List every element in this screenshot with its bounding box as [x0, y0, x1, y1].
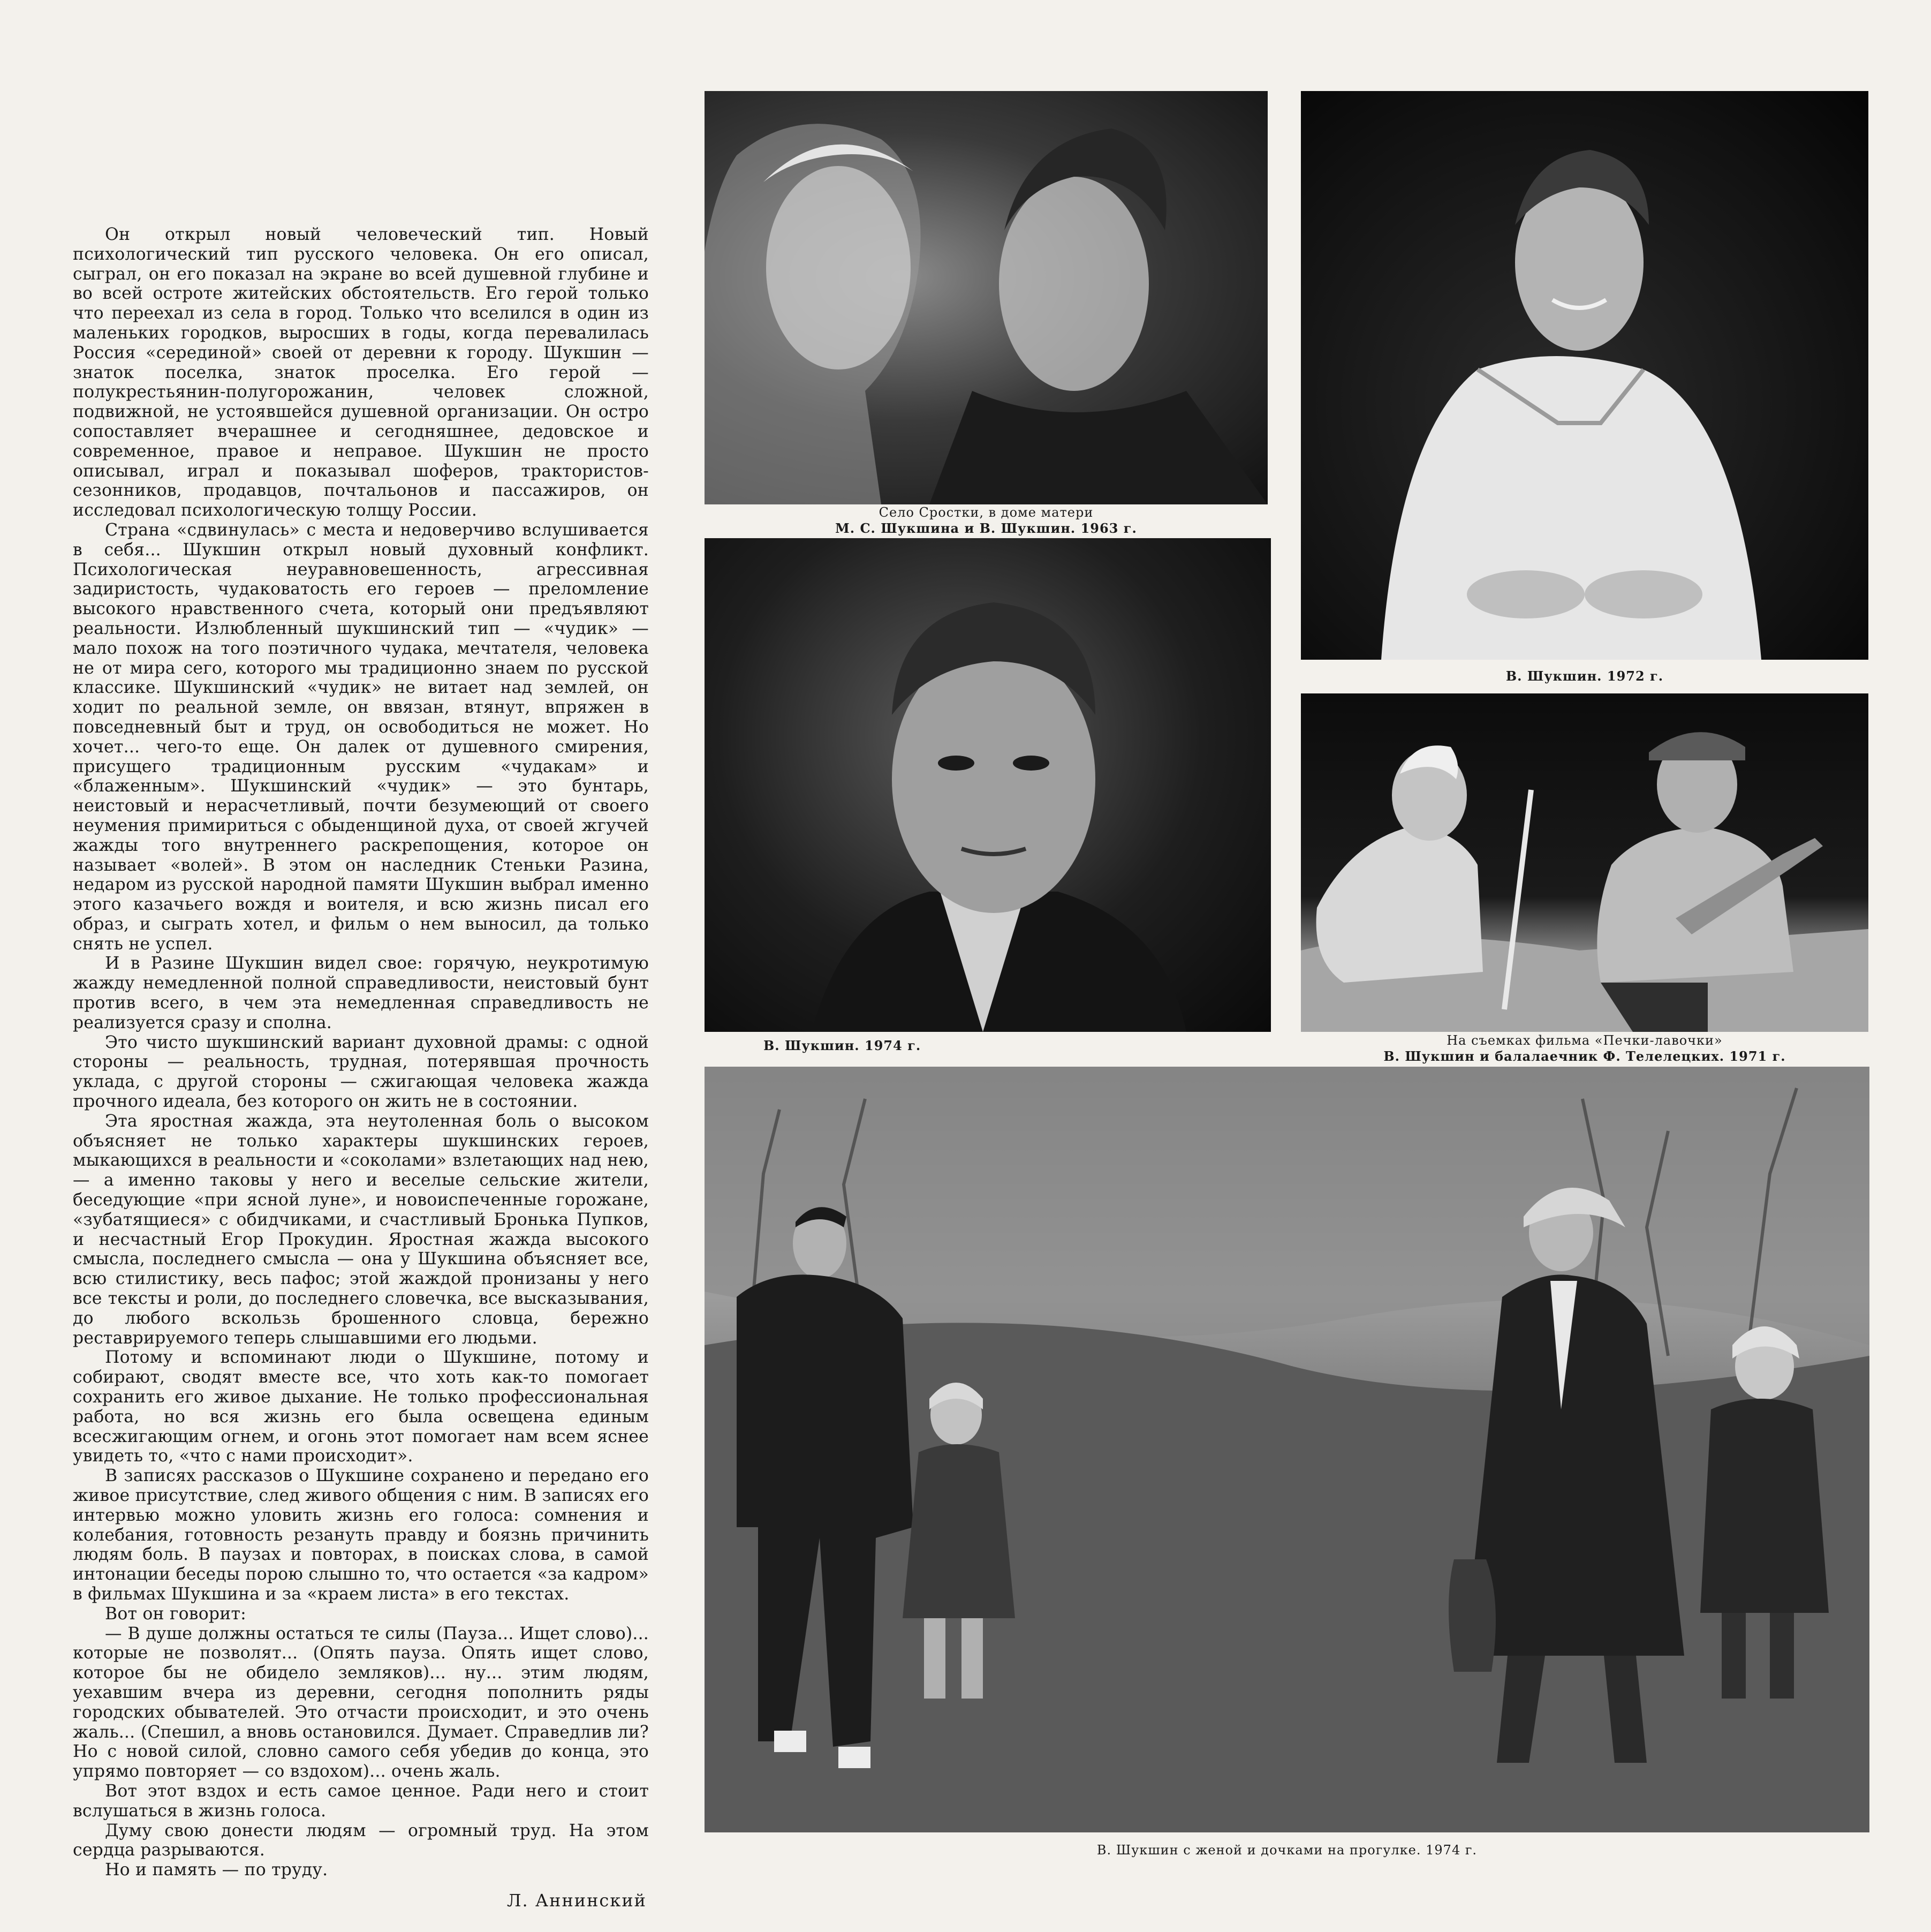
paragraph-5: Эта яростная жажда, эта неутоленная боль о высоком объясняет не только характеры шукшинских героев, мыкающихся в реальности и «соколами» взлетающих над нею, — а именно таковы у него и веселые сельские жители, беседующие «при ясной луне», и новоиспеченные горожане, «зубатящиеся» с обидчиками, и счастливый Бронька Пупков, и несчастный Егор Прокудин. Яростная жажда высокого смысла, последнего смысла — она у Шукшина объясняет все, всю стилистику, весь пафос; этой жаждой пронизаны у него все тексты и роли, до последнего словечка, все высказывания, до любого вскользь брошенного словца, бережно реставрируемого теперь слышавшими его людьми.: [73, 1111, 649, 1348]
photo-mother-and-son: [705, 91, 1268, 504]
paragraph-11: Думу свою донести людям — огромный труд. На этом сердца разрываются.: [73, 1821, 649, 1860]
caption-photo-3-text: В. Шукшин. 1974 г.: [763, 1038, 921, 1053]
paragraph-4: Это чисто шукшинский вариант духовной драмы: с одной стороны — реальность, трудная, потерявшая прочность уклада, с другой стороны — сжигающая человека жажда прочного идеала, без которого он жить не в состоянии.: [73, 1032, 649, 1112]
caption-photo-4-line-1: На съемках фильма «Печки-лавочки»: [1447, 1033, 1723, 1048]
paragraph-6: Потому и вспоминают люди о Шукшине, потому и собирают, сводят вместе все, что хоть как-то помогает сохранить его живое дыхание. Не только профессиональная работа, но вся жизнь его была освещена единым всесжигающим огнем, и огонь этот помогает нам всем яснее увидеть то, «что с нами происходит».: [73, 1348, 649, 1466]
paragraph-7: В записях рассказов о Шукшине сохранено и передано его живое присутствие, след живого общения с ним. В записях его интервью можно уловить жизнь его голоса: сомнения и колебания, готовность резануть правду и боязнь причинить людям боль. В паузах и повторах, в поисках слова, в самой интонации беседы порою слышно то, что остается «за кадром» в фильмах Шукшина и за «краем листа» в его текстах.: [73, 1466, 649, 1604]
caption-photo-4: [1301, 1032, 1868, 1065]
caption-photo-1-line-1: Село Сростки, в доме матери: [879, 505, 1094, 520]
paragraph-8: Вот он говорит:: [105, 1604, 246, 1624]
paragraph-1: Он открыл новый человеческий тип. Новый психологический тип русского человека. Он его описал, сыграл, он его показал на экране во всей душевной глубине и во всей остроте житейских обстоятельств. Его герой только что переехал из села в город. Только что вселился в один из маленьких городков, выросших в годы, когда перевалилась Россия «серединой» своей от деревни к городу. Шукшин — знаток поселка, знаток проселка. Его герой — полукрестьянин-полугорожанин, человек сложной, подвижной, не устоявшейся душевной организации. Он остро сопоставляет вчерашнее и сегодняшнее, дедовское и современное, правое и неправое. Шукшин не просто описывал, играл и показывал шоферов, трактористов-сезонников, продавцов, почтальонов и пассажиров, он исследовал психологическую толщу России.: [73, 225, 649, 520]
photo-portrait-1974-image: [705, 538, 1271, 1032]
caption-photo-2-text: В. Шукшин. 1972 г.: [1505, 668, 1664, 684]
photo-family-walk-1974-image: [705, 1067, 1869, 1832]
caption-photo-2: [1301, 668, 1868, 684]
paragraph-10: Вот этот вздох и есть самое ценное. Ради него и стоит вслушаться в жизнь голоса.: [73, 1781, 649, 1821]
caption-photo-3: [705, 1038, 1042, 1054]
photo-portrait-1974: [705, 538, 1271, 1032]
caption-photo-5-text: В. Шукшин с женой и дочками на прогулке. 1974 г.: [1096, 1843, 1478, 1858]
photo-film-set-1971: [1301, 693, 1868, 1032]
caption-photo-4-line-2: В. Шукшин и балалаечник Ф. Телелецких. 1971 г.: [1383, 1048, 1786, 1064]
photo-portrait-1972-image: [1301, 91, 1868, 660]
caption-photo-1: [705, 504, 1268, 537]
paragraph-12: Но и память — по труду.: [105, 1860, 328, 1880]
photo-mother-and-son-image: [705, 91, 1268, 504]
paragraph-2: Страна «сдвинулась» с места и недоверчиво вслушивается в себя... Шукшин открыл новый духовный конфликт. Психологическая неуравновешенность, агрессивная задиристость, чудаковатость его героев — преломление высокого нравственного счета, который они предъявляют реальности. Излюбленный шукшинский тип — «чудик» — мало похож на того поэтичного чудака, мечтателя, человека не от мира сего, которого мы традиционно знаем по русской классике. Шукшинский «чудик» не витает над землей, он ходит по реальной земле, он ввязан, втянут, впряжен в повседневный быт и труд, он освободиться не может. Но хочет... чего-то еще. Он далек от душевного смирения, присущего традиционным русским «чудакам» и «блаженным». Шукшинский «чудик» — это бунтарь, неистовый и нерасчетливый, почти безумеющий от своего неумения примириться с обыденщиной духа, от своей жгучей жажды того внутреннего раскрепощения, которое он называет «волей». В этом он наследник Стеньки Разина, недаром из русской народной памяти Шукшин выбрал именно этого казачьего вождя и воителя, и всю жизнь писал его образ, и сыграть хотел, и фильм о нем выносил, да только снять не успел.: [73, 520, 649, 954]
paragraph-9: — В душе должны остаться те силы (Пауза... Ищет слово)... которые не позволят... (Опять пауза. Опять ищет слово, которое бы не обидело земляков)... ну... этим людям, уехавшим вчера из деревни, сегодня пополнить ряды городских обывателей. Это отчасти происходит, и это очень жаль... (Спешил, а вновь остановился. Думает. Справедлив ли? Но с новой силой, словно самого себя убедив до конца, это упрямо повторяет — со вздохом)... очень жаль.: [73, 1624, 649, 1782]
photo-portrait-1972: [1301, 91, 1868, 660]
caption-photo-1-line-2: М. С. Шукшина и В. Шукшин. 1963 г.: [835, 520, 1137, 536]
paragraph-3: И в Разине Шукшин видел свое: горячую, неукротимую жажду немедленной полной справедливости, неистовый бунт против всего, в чем эта немедленная справедливость не реализуется сразу и сполна.: [73, 954, 649, 1032]
photo-family-walk-1974: [705, 1067, 1869, 1832]
article-text: [73, 225, 649, 1911]
author-signature: Л. Аннинский: [506, 1890, 647, 1911]
caption-photo-5: [705, 1842, 1869, 1858]
photo-film-set-1971-image: [1301, 693, 1868, 1032]
